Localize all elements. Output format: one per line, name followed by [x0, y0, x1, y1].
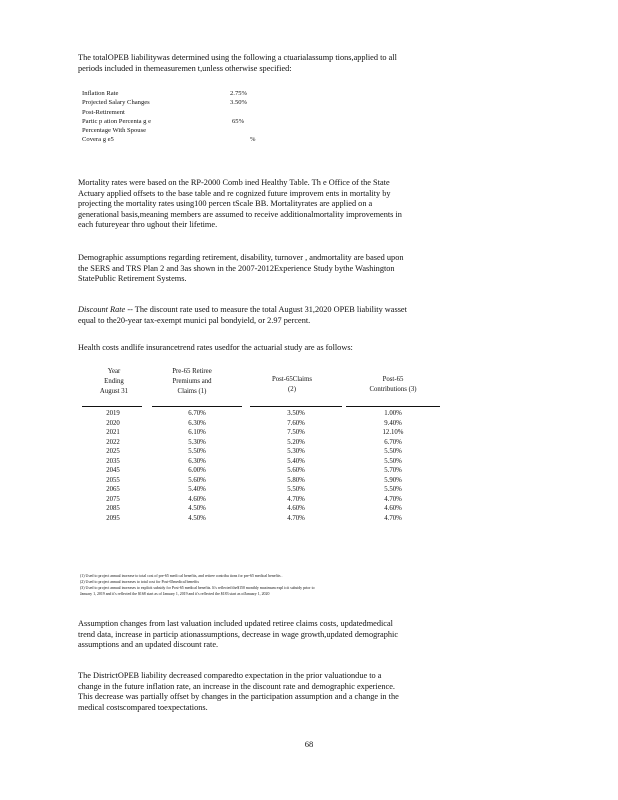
table-cell: 4.60%	[287, 505, 305, 512]
assumption-label: Partic p ation Percenta g e	[82, 117, 152, 125]
assumptions-list	[82, 89, 282, 145]
table-cell: 5.40%	[188, 486, 206, 493]
table-cell: 9.40%	[384, 419, 402, 427]
assumption-changes-line: trend data, increase in particip ationassumptions, decrease in wage growth,updated demographic	[78, 629, 399, 639]
table-body	[0, 409, 450, 523]
table-cell: 5.50%	[287, 486, 305, 493]
district-line: medical costscompared toexpectations.	[78, 702, 208, 712]
table-cell: 3.50%	[287, 410, 305, 417]
column-header-pre65	[152, 367, 232, 397]
header-line: Premiums and	[172, 378, 212, 385]
table-cell: 2065	[106, 486, 120, 493]
table-row	[0, 419, 450, 429]
discount-rate-heading: Discount Rate	[78, 305, 126, 314]
header-rule	[346, 406, 440, 407]
assumption-label: Percentage With Spouse	[82, 127, 147, 135]
header-rule	[82, 406, 142, 407]
header-line: Year	[107, 368, 121, 375]
district-paragraph	[78, 671, 548, 713]
table-row	[0, 485, 450, 495]
intro-line: periods included in themeasuremen t,unless otherwise specified:	[78, 63, 292, 73]
table-cell: 4.50%	[188, 514, 206, 522]
assumption-value: 2.75%	[230, 90, 248, 97]
mortality-paragraph	[78, 178, 548, 231]
table-cell: 6.30%	[188, 419, 206, 427]
assumption-label: Projected Salary Changes	[82, 99, 150, 107]
table-row	[0, 504, 450, 514]
assumption-row	[82, 135, 282, 144]
mortality-line: projecting the mortality rates using100 percen tScale BB. Mortalityrates are applied on a	[78, 199, 373, 209]
table-cell: 2021	[106, 429, 120, 436]
table-row	[0, 409, 450, 419]
column-header-post65-claims	[250, 375, 334, 395]
table-cell: 5.20%	[287, 438, 305, 446]
table-cell: 5.30%	[287, 448, 305, 455]
mortality-line: each futureyear thro ughout their lifetime.	[78, 220, 218, 230]
header-line: Claims (1)	[177, 388, 207, 395]
assumption-changes-line: assumptions and an updated discount rate.	[78, 640, 219, 650]
table-cell: 5.50%	[384, 448, 402, 455]
health-line: Health costs andlife insurancetrend rates usedfor the actuarial study are as follows:	[78, 343, 353, 352]
page-number: 68	[304, 739, 314, 749]
assumption-changes-line: Assumption changes from last valuation included updated retiree claims costs, updatedmedical	[78, 619, 393, 628]
table-cell: 4.60%	[384, 505, 402, 512]
table-cell: 2085	[106, 505, 120, 512]
header-line: Post-65	[382, 376, 404, 383]
table-cell: 7.60%	[287, 419, 305, 427]
table-row	[0, 457, 450, 467]
table-cell: 4.50%	[188, 505, 206, 512]
assumption-changes-paragraph	[78, 619, 548, 651]
table-cell: 4.70%	[287, 514, 305, 522]
table-cell: 6.10%	[188, 429, 206, 436]
discount-line: equal to the20-year tax-exempt munici pal bondyield, or 2.97 percent.	[78, 315, 311, 325]
table-cell: 5.50%	[384, 457, 402, 465]
table-cell: 1.00%	[384, 410, 402, 417]
assumption-value: 3.50%	[230, 99, 248, 107]
header-line: Pre-65 Retiree	[172, 368, 212, 375]
table-row	[0, 476, 450, 486]
header-rule	[152, 406, 242, 407]
assumption-value: 65%	[232, 117, 245, 125]
assumption-row	[82, 117, 282, 126]
demographic-line: StatePublic Retirement Systems.	[78, 274, 187, 284]
column-header-year	[84, 367, 144, 397]
table-cell: 5.40%	[287, 457, 305, 465]
assumption-row	[82, 98, 282, 107]
discount-paragraph	[78, 305, 548, 326]
footnote: (1) Used to project annual increase to total cost of pre-65 medi cal benefits, and retiree contribu tions for pre-65 medical benefits .	[80, 574, 283, 578]
table-row	[0, 466, 450, 476]
mortality-line: generational basis,meaning members are assumed to receive additionalmortality improvements in	[78, 209, 402, 219]
assumption-label: Post-Retirement	[82, 108, 125, 116]
table-cell: 5.50%	[188, 448, 206, 455]
table-cell: 5.70%	[384, 467, 402, 474]
table-footnotes	[80, 573, 550, 597]
footnote: January 1, 2019 and it's reflected the $168 start as of January 1, 2019 and it's reflected the $183 start as ofJanuary 1, 2020	[80, 592, 270, 596]
table-cell: 4.70%	[384, 495, 402, 503]
assumption-label: Covera g e5	[82, 136, 114, 144]
table-cell: 2075	[106, 495, 120, 503]
demographic-paragraph	[78, 253, 548, 285]
table-cell: 2025	[106, 448, 120, 455]
table-row	[0, 428, 450, 438]
assumption-row	[82, 89, 282, 98]
header-rule	[250, 406, 342, 407]
assumption-row	[82, 108, 282, 117]
table-row	[0, 495, 450, 505]
header-line: Ending	[104, 378, 124, 385]
table-cell: 12.10%	[382, 429, 404, 436]
table-cell: 2019	[106, 410, 120, 417]
assumption-row	[82, 126, 282, 135]
table-cell: 6.30%	[188, 457, 206, 465]
table-cell: 5.90%	[384, 476, 402, 484]
table-cell: 2022	[106, 438, 120, 446]
demographic-line: the SERS and TRS Plan 2 and 3as shown in the 2007-2012Experience Study bythe Washington	[78, 263, 395, 273]
district-line: The DistrictOPEB liability decreased comparedto expectation in the prior valuationdue to a	[78, 671, 382, 680]
column-header-post65-contributions	[352, 375, 434, 395]
discount-text: -- The discount rate used to measure the total August 31,2020 OPEB liability wasset	[125, 305, 407, 314]
table-row	[0, 438, 450, 448]
table-cell: 6.70%	[188, 410, 206, 417]
intro-paragraph	[78, 53, 548, 74]
table-cell: 5.60%	[188, 476, 206, 484]
header-line: (2)	[288, 386, 296, 393]
table-cell: 7.50%	[287, 429, 305, 436]
table-cell: 6.00%	[188, 467, 206, 474]
table-cell: 5.60%	[287, 467, 305, 474]
table-cell: 4.60%	[188, 495, 206, 503]
header-line: Post-65Claims	[271, 376, 313, 383]
mortality-line: Actuary applied offsets to the base table and re cognized future improvem ents in mortality by	[78, 188, 391, 198]
district-line: This decrease was partially offset by changes in the participation assumption and a change in the	[78, 692, 399, 702]
demographic-line: Demographic assumptions regarding retirement, disability, turnover , andmortality are based upon	[78, 253, 404, 262]
table-cell: 2055	[106, 476, 120, 484]
district-line: change in the future inflation rate, an increase in the discount rate and demographic experience.	[78, 681, 395, 691]
table-cell: 5.80%	[287, 476, 305, 484]
intro-line: The totalOPEB liabilitywas determined using the following a ctuarialassump tions,applied to all	[78, 53, 397, 62]
table-row	[0, 514, 450, 524]
footnote: (2) Used to project annual increases to total cost for Post-65medical benefits	[80, 580, 199, 584]
mortality-line: Mortality rates were based on the RP-2000 Comb ined Healthy Table. Th e Office of the State	[78, 178, 390, 187]
table-cell: 2020	[106, 419, 120, 427]
health-paragraph	[78, 343, 548, 354]
header-line: Contributions (3)	[369, 386, 417, 393]
assumption-label: Inflation Rate	[82, 90, 119, 97]
table-cell: 2035	[106, 457, 120, 465]
table-cell: 6.70%	[384, 438, 402, 446]
table-cell: 4.70%	[384, 514, 402, 522]
table-cell: 2045	[106, 467, 120, 474]
discount-line	[78, 305, 548, 316]
header-line: August 31	[99, 388, 129, 395]
table-cell: 2095	[106, 514, 120, 522]
table-row	[0, 447, 450, 457]
footnote: (3) Used to project annual increases to explicit subsidy for Post-65 medical benefits. It's reflected the$150 monthly maximum expl icit subsidy prior to	[80, 586, 315, 590]
table-cell: 5.30%	[188, 438, 206, 446]
table-cell: 4.70%	[287, 495, 305, 503]
table-cell: 5.50%	[384, 486, 402, 493]
assumption-value: %	[250, 136, 256, 144]
